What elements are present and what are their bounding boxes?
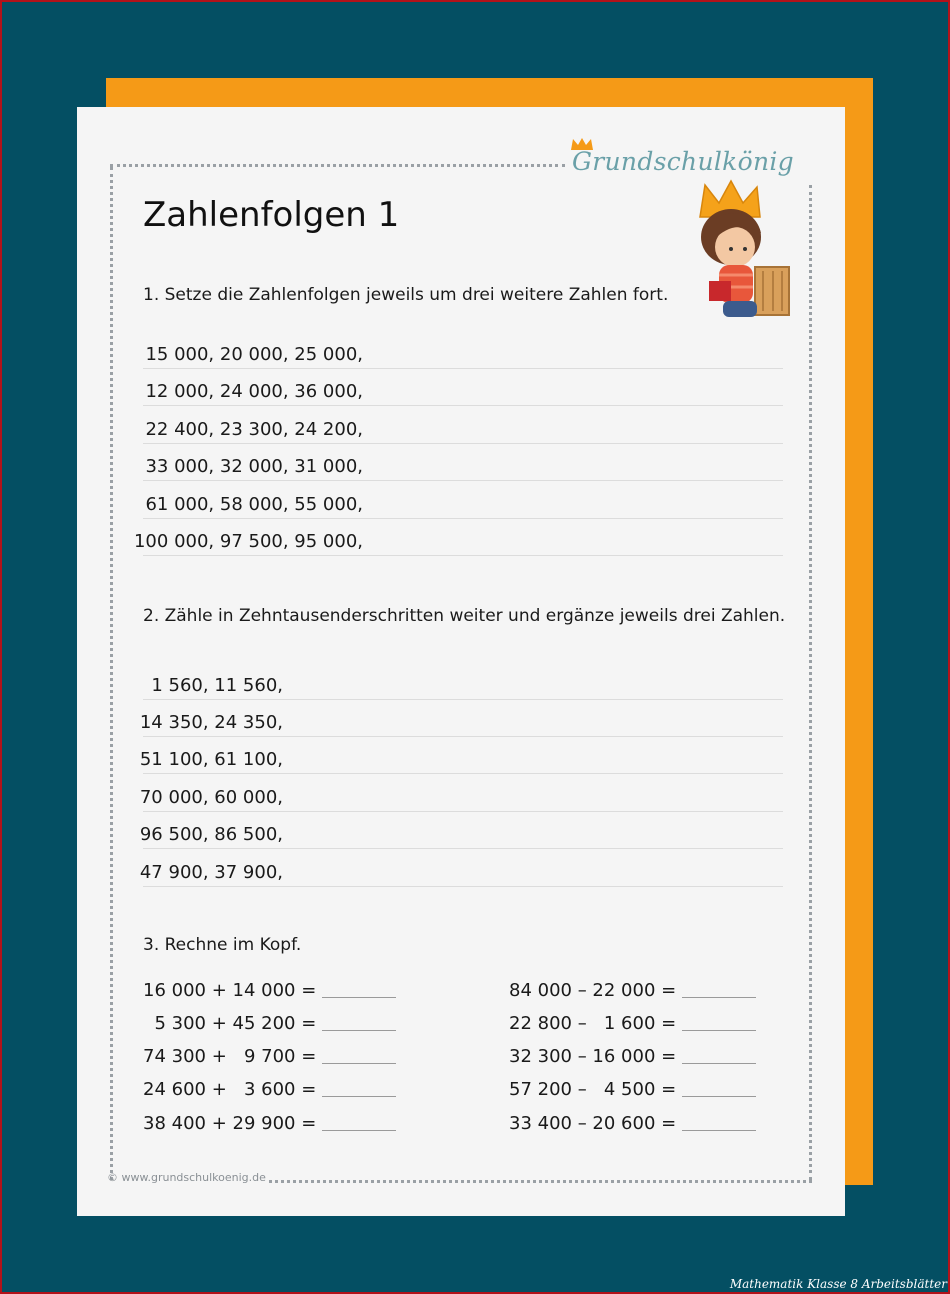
answer-blank[interactable] — [682, 997, 756, 998]
task-2-instruction: 2. Zähle in Zehntausenderschritten weiter und ergänze jeweils drei Zahlen. — [143, 606, 786, 626]
sequence-start: 100 000, 97 500, 95 000, — [133, 531, 363, 552]
calc-item — [143, 1013, 396, 1034]
calc-item — [143, 1046, 396, 1067]
calc-expression: 57 200 – 4 500 = — [509, 1079, 677, 1100]
calc-expression: 74 300 + 9 700 = — [143, 1046, 317, 1067]
sequence-row — [143, 443, 783, 481]
sequence-row — [139, 774, 783, 812]
calc-expression: 22 800 – 1 600 = — [509, 1013, 677, 1034]
answer-blank[interactable] — [682, 1096, 756, 1097]
brand-logo: Grundschulkönig — [572, 147, 794, 176]
sequence-row — [139, 699, 783, 737]
sequence-start: 12 000, 24 000, 36 000, — [145, 381, 363, 402]
calc-item — [143, 980, 396, 1001]
page-title: Zahlenfolgen 1 — [143, 195, 400, 235]
dotted-border-left — [110, 167, 113, 1180]
calc-expression: 32 300 – 16 000 = — [509, 1046, 677, 1067]
sequence-row — [143, 406, 783, 444]
answer-blank[interactable] — [322, 1030, 396, 1031]
sequence-row — [143, 662, 783, 700]
sequence-start: 51 100, 61 100, — [139, 749, 283, 770]
sequence-start: 15 000, 20 000, 25 000, — [145, 344, 363, 365]
sequence-row — [143, 368, 783, 406]
sequence-start: 70 000, 60 000, — [139, 787, 283, 808]
answer-blank[interactable] — [322, 1063, 396, 1064]
sequence-row — [139, 849, 783, 887]
calc-item — [143, 1079, 396, 1100]
dotted-border-right — [809, 185, 812, 1180]
calc-item — [509, 1013, 756, 1034]
calc-item — [143, 1113, 396, 1134]
sequence-start: 22 400, 23 300, 24 200, — [145, 419, 363, 440]
calc-item — [509, 1079, 756, 1100]
sequence-row — [139, 736, 783, 774]
sequence-start: 33 000, 32 000, 31 000, — [145, 456, 363, 477]
sequence-row — [143, 331, 783, 369]
sequence-start: 14 350, 24 350, — [139, 712, 283, 733]
calc-item — [509, 980, 756, 1001]
sequence-row — [143, 481, 783, 519]
calc-item — [509, 1113, 756, 1134]
sequence-start: 96 500, 86 500, — [139, 824, 283, 845]
task-3-instruction: 3. Rechne im Kopf. — [143, 935, 302, 955]
calc-expression: 38 400 + 29 900 = — [143, 1113, 317, 1134]
answer-blank[interactable] — [322, 997, 396, 998]
answer-blank[interactable] — [682, 1030, 756, 1031]
answer-blank[interactable] — [322, 1096, 396, 1097]
calc-expression: 24 600 + 3 600 = — [143, 1079, 317, 1100]
sequence-row — [133, 518, 783, 556]
answer-blank[interactable] — [682, 1130, 756, 1131]
worksheet — [77, 107, 845, 1216]
answer-blank[interactable] — [682, 1063, 756, 1064]
calc-expression: 5 300 + 45 200 = — [143, 1013, 317, 1034]
calc-expression: 33 400 – 20 600 = — [509, 1113, 677, 1134]
calc-expression: 16 000 + 14 000 = — [143, 980, 317, 1001]
dotted-border-top — [110, 164, 565, 167]
calc-item — [509, 1046, 756, 1067]
task-1-instruction: 1. Setze die Zahlenfolgen jeweils um drei weitere Zahlen fort. — [143, 285, 669, 305]
boy-reading-illustration — [685, 177, 795, 327]
dotted-border-bottom — [269, 1180, 812, 1183]
sequence-start: 47 900, 37 900, — [139, 862, 283, 883]
sequence-start: 61 000, 58 000, 55 000, — [145, 494, 363, 515]
sequence-row — [139, 811, 783, 849]
copyright-link[interactable]: © www.grundschulkoenig.de — [107, 1171, 266, 1184]
answer-blank[interactable] — [322, 1130, 396, 1131]
image-caption: Mathematik Klasse 8 Arbeitsblätter — [729, 1277, 947, 1291]
calc-expression: 84 000 – 22 000 = — [509, 980, 677, 1001]
sequence-start: 1 560, 11 560, — [151, 675, 283, 696]
